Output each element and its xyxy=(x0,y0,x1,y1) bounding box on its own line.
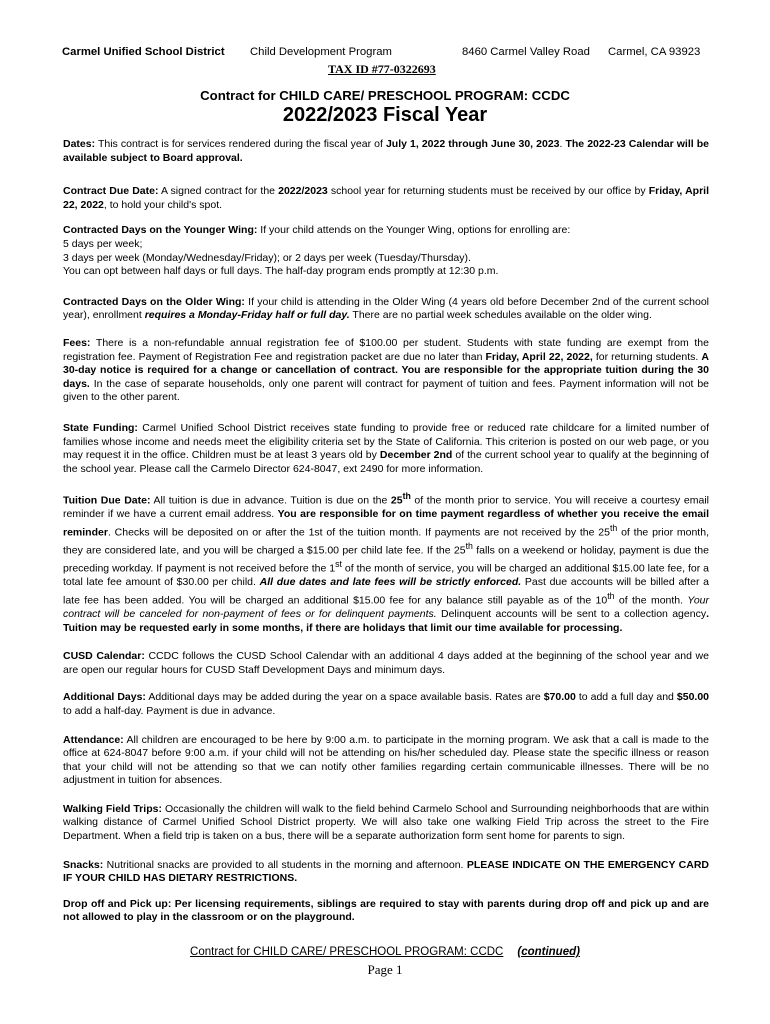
section-attendance: Attendance: All children are encouraged to be here by 9:00 a.m. to participate in the morning program. We ask that a call is made to the office at 624-8047 before 9:00 a.m. if your child will not be attending on his/her scheduled day. Please state the specific illness or reason that your child will not be attending so that we can notify other families regarding certain communicable illnesses. There will be no adjustment in tuition for absences. xyxy=(63,733,709,787)
section-label: State Funding: xyxy=(63,421,138,434)
continued-label: (continued) xyxy=(517,946,580,958)
section-dates: Dates: This contract is for services rendered during the fiscal year of July 1, 2022 through June 30, 2023. The 2022-23 Calendar will be available subject to Board approval. xyxy=(63,138,709,164)
tax-id: TAX ID #77-0322693 xyxy=(328,62,436,76)
section-state-funding: State Funding: Carmel Unified School District receives state funding to provide free or reduced rate childcare for a limited number of families whose income and needs meet the eligibility criteria set by the State of California. This criterion is posted on our web page, or you may request it in the office. Children must be at least 3 years old by December 2nd of the current school year to qualify at the beginning of the school year. Please call the Carmelo Director 624-8047, ext 2490 for more information. xyxy=(63,421,709,475)
section-label: Tuition Due Date: xyxy=(63,494,151,507)
section-label: Additional Days: xyxy=(63,691,146,704)
section-drop-off-pick-up: Drop off and Pick up: Per licensing requirements, siblings are required to stay with parents during drop off and pick up and are not allowed to play in the classroom or on the playground. xyxy=(63,897,709,924)
footer-continued-title: Contract for CHILD CARE/ PRESCHOOL PROGRAM: CCDC (continued) xyxy=(190,946,580,958)
section-older-wing: Contracted Days on the Older Wing: If your child is attending in the Older Wing (4 years old before December 2nd of the current school year), enrollment requires a Monday-Friday half or full day. There are no partial week schedules available on the older wing. xyxy=(63,295,709,322)
letterhead xyxy=(62,46,710,76)
section-additional-days: Additional Days: Additional days may be added during the year on a space available basis. Rates are $70.00 to add a full day and $50.00 to add a half-day. Payment is due in advance. xyxy=(63,691,710,717)
section-tuition-due-date: Tuition Due Date: All tuition is due in advance. Tuition is due on the 25th of the month prior to service. You will receive a courtesy email reminder if we have a current email address. You are responsible for on time payment regardless of whether you receive the email reminder. Checks will be deposited on or after the 1st of the tuition month. If payments are not received by the 25th of the prior month, they are considered late, and you will be charged a $15.00 per child late fee. If the 25th falls on a weekend or holiday, payment is due the preceding workday. If payment is not received before the 1st of the month of service, you will be charged an additional $15.00 late fee, for a total late fee amount of $30.00 per child. All due dates and late fees will be strictly enforced. Past due accounts will be billed after a late fee has been added. You will be charged an additional $15.00 fee for any balance still payable as of the 10th of the month. Your contract will be canceled for non-payment of fees or for delinquent payments. Delinquent accounts will be sent to a collection agency. Tuition may be requested early in some months, if there are holidays that limit our time available for processing. xyxy=(63,491,709,634)
section-label: CUSD Calendar: xyxy=(63,650,145,663)
page-number: Page 1 xyxy=(367,962,403,977)
program-name: Child Development Program xyxy=(250,46,392,58)
district-name: Carmel Unified School District xyxy=(62,46,225,58)
contract-body xyxy=(63,138,709,925)
street-address: 8460 Carmel Valley Road xyxy=(462,46,590,58)
section-walking-field-trips: Walking Field Trips: Occasionally the children will walk to the field behind Carmelo School and Surrounding neighborhoods that are within walking distance of Carmel Unified School District property. We will also take one walking Field Trip across the street to the Fire Department. When a field trip is taken on a bus, there will be a separate authorization form sent home for parents to sign. xyxy=(63,802,710,843)
section-label: Contracted Days on the Younger Wing: xyxy=(63,224,258,237)
section-label: Contracted Days on the Older Wing: xyxy=(63,295,245,308)
section-younger-wing: Contracted Days on the Younger Wing: If your child attends on the Younger Wing, options for enrolling are: 5 days per week; 3 days per week (Monday/Wednesday/Friday); or 2 days per week (Tuesday/Thursday). You can opt between half days or full days. The half-day program ends promptly at 12:30 p.m. xyxy=(63,224,571,278)
section-label: Walking Field Trips: xyxy=(63,802,162,815)
city-state-zip: Carmel, CA 93923 xyxy=(608,46,701,58)
section-label: Dates: xyxy=(63,138,96,150)
section-cusd-calendar: CUSD Calendar: CCDC follows the CUSD School Calendar with an additional 4 days added at the beginning of the school year and we are open our regular hours for CUSD Staff Development Days and minimum days. xyxy=(63,650,709,676)
section-fees: Fees: There is a non-refundable annual registration fee of $100.00 per student. Students with state funding are exempt from the registration fee. Payment of Registration Fee and registration packet are due no later than Friday, April 22, 2022, for returning students. A 30-day notice is required for a change or cancellation of contract. You are responsible for the appropriate tuition during the 30 days. In the case of separate households, only one parent will contract for payment of tuition and fees. Payment information will not be given to the other parent. xyxy=(63,336,709,404)
section-snacks: Snacks: Nutritional snacks are provided to all students in the morning and afternoon. PLEASE INDICATE ON THE EMERGENCY CARD IF YOUR CHILD HAS DIETARY RESTRICTIONS. xyxy=(63,858,710,885)
contract-title: Contract for CHILD CARE/ PRESCHOOL PROGRAM: CCDC xyxy=(200,88,570,103)
section-label: Contract Due Date: xyxy=(63,185,159,198)
section-label: Attendance: xyxy=(63,733,124,746)
section-contract-due-date: Contract Due Date: A signed contract for the 2022/2023 school year for returning students must be received by our office by Friday, April 22, 2022, to hold your child's spot. xyxy=(63,185,709,211)
section-label: Snacks: xyxy=(63,858,104,871)
fiscal-year-heading: 2022/2023 Fiscal Year xyxy=(282,104,488,126)
section-label: Fees: xyxy=(63,336,91,349)
